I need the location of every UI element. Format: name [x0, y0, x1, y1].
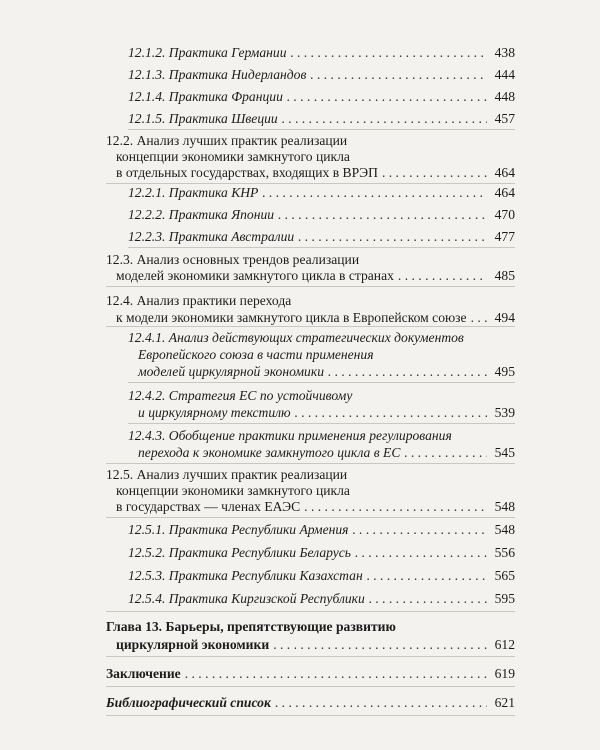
toc-entry-12-5-2[interactable]: 12.5.2. Практика Республики Беларусь . . . 556	[128, 544, 515, 562]
divider	[106, 656, 515, 657]
divider	[128, 129, 515, 130]
dot-leader	[355, 544, 487, 562]
dot-leader	[367, 567, 487, 585]
toc-entry-12-1-5[interactable]: 12.1.5. Практика Швеции . . . 457	[128, 110, 515, 128]
toc-entry-12-5-3[interactable]: 12.5.3. Практика Республики Казахстан . . . 565	[128, 567, 515, 585]
dot-leader	[273, 636, 487, 654]
dot-leader	[287, 88, 487, 106]
page-number: 494	[494, 310, 515, 325]
divider	[106, 686, 515, 687]
page-number: 565	[494, 568, 515, 583]
dot-leader	[328, 363, 487, 381]
dot-leader	[278, 206, 487, 224]
divider	[106, 517, 515, 518]
divider	[106, 326, 515, 327]
page-number: 464	[494, 185, 515, 200]
page-number: 444	[494, 67, 515, 82]
toc-entry-bibliography[interactable]: Библиографический список . . . 621	[106, 694, 515, 712]
table-of-contents: 12.1.2. Практика Германии . . . 438 12.1.3. Практика Нидерландов . . . 444 12.1.4. Практика Франции . . . 448 12.1.5. Практика Швеции . . . 457 12.2. Анализ лучших практик реализации концепции экономики замкнутого цикла в отдельных государствах, входящих в ВРЭП . . . 464 12.2.1. Практика КНР . . . 464 12.2.2. Практика Японии . . . 470 12.2.3. Практика Австралии . . . 477 12.3. Анализ основных трендов реализации моделей экономики замкнутого цикла в странах . . . 485 12.4. Анализ практики перехода к модели экономики замкнутого цикла в Европейском союзе . . . 494 12.4.1. Анализ действующих стратегических документов Европейского союза в части применения моделей циркулярной экономики . . . 495 12.4.2. Стратегия ЕС по устойчивому и циркулярному текстилю . . . 539 12.4.3. Обобщение практики применения регулирования перехода к экономике замкнутого цикла в ЕС . . . 545 12.5. Анализ лучших практик реализации концепции экономики замкнутого цикла в государствах — членах ЕАЭС . . . 548 12.5.1. Практика Республики Армения . . . 548 12.5.2. Практика Республики Беларусь . . . 556 12.5.3. Практика Республики Казахстан . . . 565 12.5.4. Практика Киргизской Республики . . . 595 Глава 13. Барьеры, препятствующие развитию циркулярной экономики . . . 612 Заключение . . . 619 Библиографический список . . . 621	[0, 0, 600, 750]
dot-leader	[282, 110, 487, 128]
dot-leader	[304, 498, 487, 516]
page-number: 545	[494, 445, 515, 460]
page-number: 495	[494, 364, 515, 379]
toc-entry-12-2-2[interactable]: 12.2.2. Практика Японии . . . 470	[128, 206, 515, 224]
page-number: 470	[494, 207, 515, 222]
toc-entry-conclusion[interactable]: Заключение . . . 619	[106, 665, 515, 683]
dot-leader	[295, 404, 487, 422]
divider	[128, 247, 515, 248]
dot-leader	[310, 66, 487, 84]
page-number: 595	[494, 591, 515, 606]
page-number: 548	[494, 522, 515, 537]
divider	[128, 382, 515, 383]
dot-leader	[353, 521, 488, 539]
page-number: 448	[494, 89, 515, 104]
page-number: 477	[494, 229, 515, 244]
page-number: 548	[494, 499, 515, 514]
divider	[106, 715, 515, 716]
dot-leader	[398, 267, 487, 285]
toc-entry-12-1-4[interactable]: 12.1.4. Практика Франции . . . 448	[128, 88, 515, 106]
dot-leader	[298, 228, 487, 246]
page-number: 556	[494, 545, 515, 560]
toc-entry-12-1-2[interactable]: 12.1.2. Практика Германии . . . 438	[128, 44, 515, 62]
divider	[106, 286, 515, 287]
page-number: 619	[494, 666, 515, 681]
dot-leader	[291, 44, 488, 62]
dot-leader	[404, 444, 487, 462]
page-number: 621	[494, 695, 515, 710]
toc-entry-12-5-4[interactable]: 12.5.4. Практика Киргизской Республики . . . 595	[128, 590, 515, 608]
toc-entry-12-2-3[interactable]: 12.2.3. Практика Австралии . . . 477	[128, 228, 515, 246]
page-number: 485	[494, 268, 515, 283]
dot-leader	[262, 184, 487, 202]
toc-entry-12-1-3[interactable]: 12.1.3. Практика Нидерландов . . . 444	[128, 66, 515, 84]
dot-leader	[369, 590, 487, 608]
page-number: 457	[494, 111, 515, 126]
dot-leader	[382, 164, 487, 182]
page-number: 464	[494, 165, 515, 180]
page-number: 612	[494, 637, 515, 652]
dot-leader	[471, 309, 487, 327]
dot-leader	[275, 694, 487, 712]
divider	[128, 423, 515, 424]
divider	[106, 463, 515, 464]
page-number: 539	[494, 405, 515, 420]
page-number: 438	[494, 45, 515, 60]
toc-entry-12-5-1[interactable]: 12.5.1. Практика Республики Армения . . . 548	[128, 521, 515, 539]
toc-entry-12-2-1[interactable]: 12.2.1. Практика КНР . . . 464	[128, 184, 515, 202]
dot-leader	[185, 665, 487, 683]
divider	[106, 611, 515, 612]
